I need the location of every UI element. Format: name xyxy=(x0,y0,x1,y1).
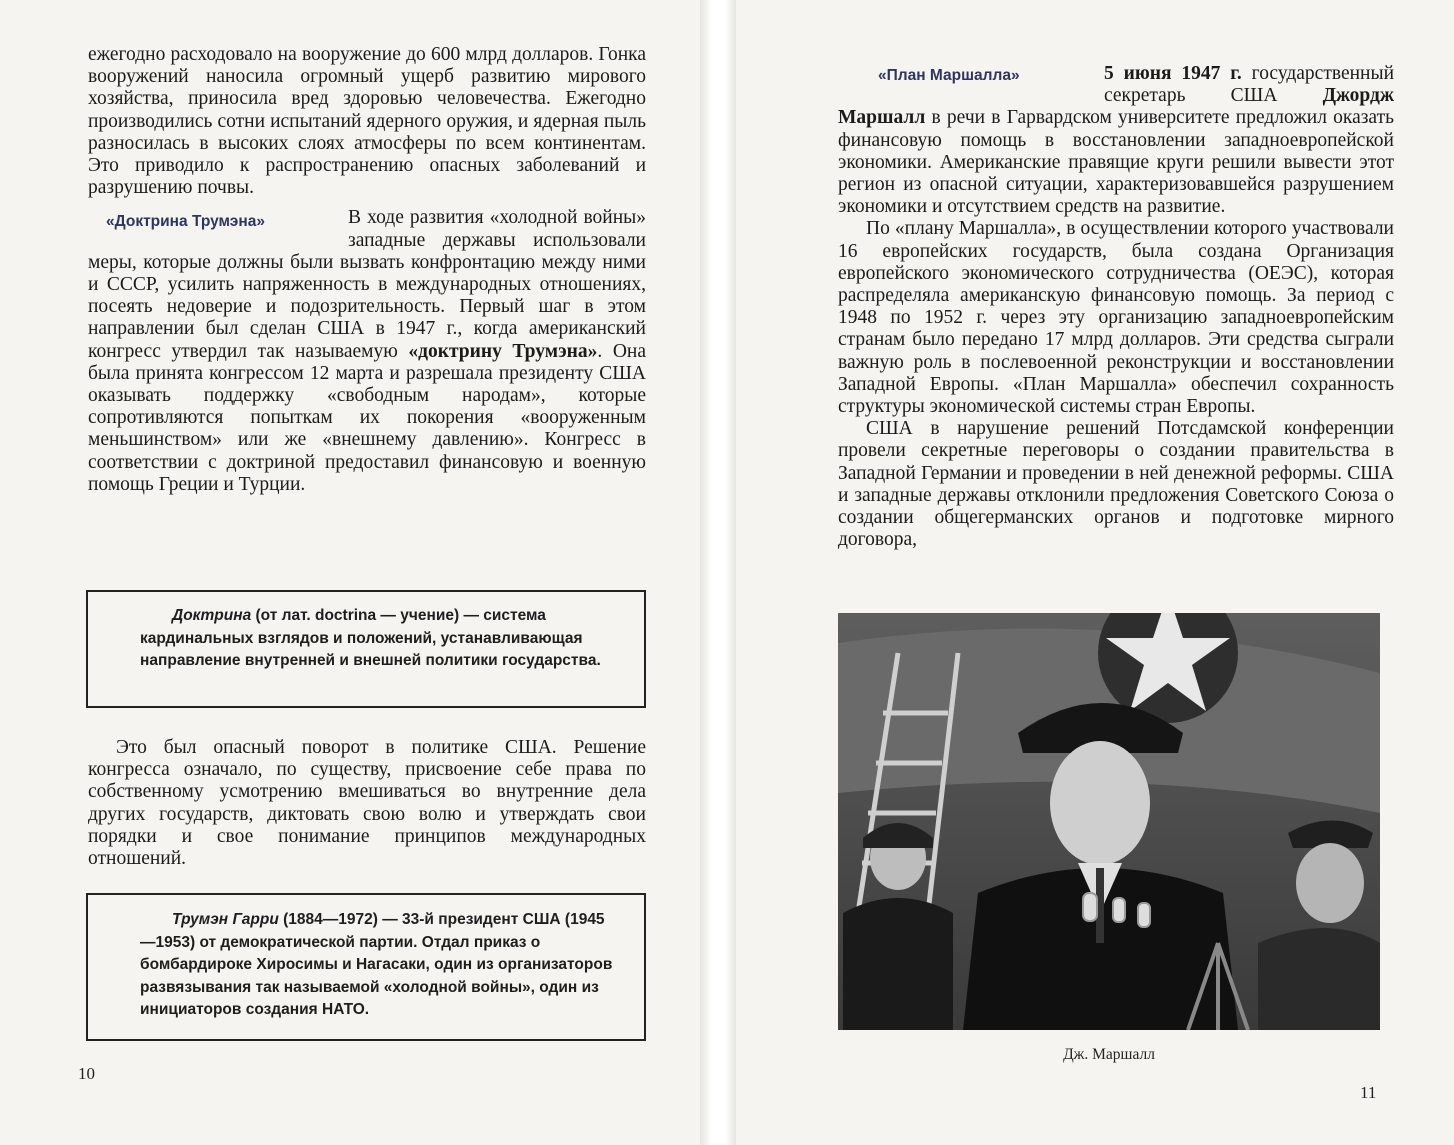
marshall-text-b: в речи в Гарвардском университете предложил оказать финансовую помощь в восстановлении западноевропейской экономики. Американские правящие круги решили вывести этот регион из опасной ситуации, характеризовавшейся разрушением экономики и отсутствием средств на развитие. xyxy=(838,107,1394,218)
definition-box-doctrine xyxy=(86,590,646,708)
marshall-date: 5 июня 1947 г. xyxy=(1104,63,1242,84)
marshall-photo xyxy=(838,613,1380,1030)
page-number-left: 10 xyxy=(78,1064,95,1083)
page-number-right: 11 xyxy=(1360,1083,1377,1102)
book-gutter xyxy=(700,0,736,1145)
biography-text: (1884—1972) — 33-й президент США (1945—1953) от демократической партии. Отдал приказ о бомбардироке Хиросимы и Нагасаки, один из организаторов развязывания так называемой «холодной войны», один из инициаторов создания НАТО. xyxy=(140,911,613,1018)
definition-term: Доктрина xyxy=(172,607,252,624)
truman-doctrine-term: «доктрину Трумэна» xyxy=(408,340,598,362)
marshall-plan-paragraph xyxy=(838,63,1394,218)
truman-text-a: В ходе развития «холодной войны» западные державы использовали меры, которые должны были вызвать конфронтацию между ними и СССР, усилить напряженность в международных отношениях, посеять недоверие и подозрительность. Первый шаг в этом направлении был сделан США в 1947 г., когда американский конгресс утвердил так называемую xyxy=(88,207,646,362)
potsdam-paragraph: США в нарушение решений Потсдамской конференции провели секретные переговоры о создании правительства в Западной Германии и проведении в ней денежной реформы. США и западные державы отклонили предложения Советского Союза о создании общегерманских органов и подготовке мирного договора, xyxy=(838,418,1394,551)
photo-illustration xyxy=(838,613,1380,1030)
photo-caption: Дж. Маршалл xyxy=(1063,1046,1155,1063)
right-text-column xyxy=(838,63,1394,551)
truman-doctrine-paragraph xyxy=(88,207,646,496)
intro-paragraph: ежегодно расходовало на вооружение до 600 млрд долларов. Гонка вооружений наносила огромный ущерб развитию мирового хозяйства, приносила вред здоровью человечества. Ежегодно производились сотни испытаний ядерного оружия, и ядерная пыль разносилась в высоких слоях атмосферы по всем континентам. Это приводило к распространению опасных заболеваний и разрушению почвы. xyxy=(88,44,646,199)
section-heading-marshall-plan: «План Маршалла» xyxy=(878,67,1020,84)
dangerous-turn-paragraph: Это был опасный поворот в политике США. Решение конгресса означало, по существу, присвоение себе права по собственному усмотрению вмешиваться во внутренние дела других государств, диктовать свою волю и утверждать свои порядки и свое понимание принципов международных отношений. xyxy=(88,737,646,870)
left-text-column xyxy=(88,44,646,496)
marshall-text-a: государственный секретарь США xyxy=(1104,63,1395,107)
oeec-paragraph: По «плану Маршалла», в осуществлении которого участвовали 16 европейских государств, была создана Организация европейского экономического сотрудничества (ОЕЭС), которая распределяла американскую финансовую помощь. За период с 1948 по 1952 г. через эту организацию западноевропейским странам было передано 17 млрд долларов. Эти средства сыграли важную роль в послевоенной реконструкции и восстановлении Западной Европы. «План Маршалла» обеспечил сохранность структуры экономической системы стран Европы. xyxy=(838,218,1394,418)
definition-text: (от лат. doctrina — учение) — система кардинальных взглядов и положений, устанавливающая направление внутренней и внешней политики государства. xyxy=(140,607,601,669)
biography-box-truman xyxy=(86,893,646,1041)
section-heading-truman-doctrine: «Доктрина Трумэна» xyxy=(106,213,265,231)
left-lower-column xyxy=(88,737,646,870)
truman-text-b: . Она была принята конгрессом 12 марта и разрешала президенту США оказывать поддержку «свободным народам», которые сопротивляются попыткам их покорения «вооруженным меньшинством» или же «внешнему давлению». Конгресс в соответствии с доктриной предоставил финансовую и военную помощь Греции и Турции. xyxy=(88,340,646,495)
biography-term: Трумэн Гарри xyxy=(172,911,279,928)
marshall-name: Джордж Маршалл xyxy=(838,85,1394,129)
